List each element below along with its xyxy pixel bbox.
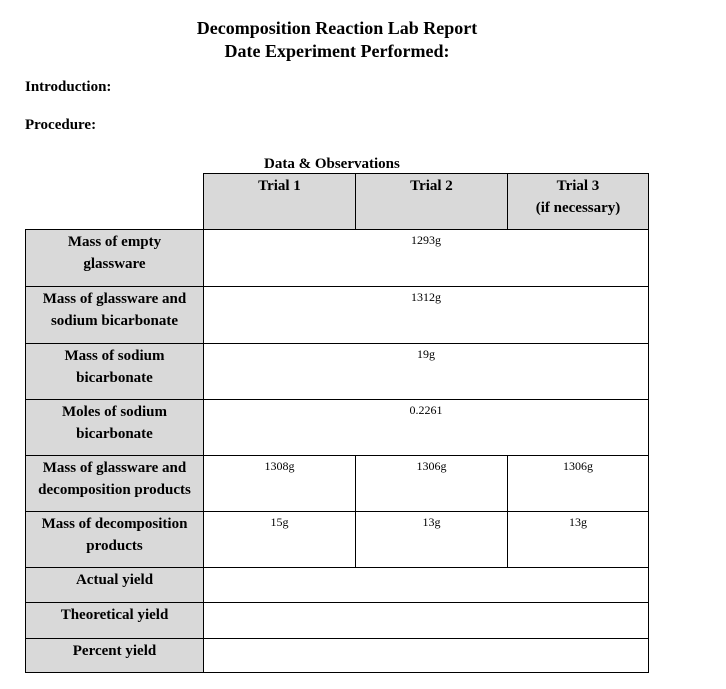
column-header-trial-2 — [355, 173, 508, 230]
value-mass-sodium-bicarbonate: 19g — [203, 343, 649, 400]
row-label-line: Mass of sodium — [64, 348, 165, 364]
row-label-line: decomposition products — [38, 482, 191, 498]
row-label-line: products — [86, 538, 143, 554]
row-label-mass-decomposition-products — [25, 511, 204, 568]
value-mass-glassware-bicarbonate: 1312g — [203, 286, 649, 344]
value-percent-yield — [203, 638, 649, 673]
row-label-line: sodium bicarbonate — [50, 313, 179, 329]
row-label-mass-glassware-bicarbonate — [25, 286, 204, 344]
row-label-line: Percent yield — [72, 643, 157, 659]
row-label-mass-sodium-bicarbonate — [25, 343, 204, 400]
row-label-actual-yield — [25, 567, 204, 603]
row-label-line: bicarbonate — [76, 426, 153, 442]
row-label-theoretical-yield — [25, 602, 204, 639]
value-moles-sodium-bicarbonate: 0.2261 — [203, 399, 649, 456]
value-theoretical-yield — [203, 602, 649, 639]
column-header-trial-1 — [203, 173, 356, 230]
row-label-moles-sodium-bicarbonate — [25, 399, 204, 456]
value-decomposition-products-trial-3: 13g — [507, 511, 649, 568]
row-label-line: Mass of decomposition — [41, 516, 188, 532]
value-mass-empty-glassware: 1293g — [203, 229, 649, 287]
row-label-line: Theoretical yield — [60, 607, 169, 623]
row-label-line: Mass of glassware and — [42, 291, 187, 307]
column-header-text: Trial 1 — [258, 178, 301, 194]
row-label-line: Mass of glassware and — [42, 460, 187, 476]
value-decomposition-products-trial-2: 13g — [355, 511, 508, 568]
row-label-line: Moles of sodium — [62, 404, 167, 420]
value-actual-yield — [203, 567, 649, 603]
procedure-label: Procedure: — [25, 117, 97, 133]
row-label-line: Mass of empty — [67, 234, 162, 250]
introduction-label: Introduction: — [25, 79, 112, 95]
report-title: Decomposition Reaction Lab Report — [196, 18, 478, 38]
value-glassware-products-trial-2: 1306g — [355, 455, 508, 512]
column-header-text: Trial 3 — [556, 178, 600, 194]
row-label-mass-glassware-products — [25, 455, 204, 512]
row-label-percent-yield — [25, 638, 204, 673]
value-glassware-products-trial-1: 1308g — [203, 455, 356, 512]
value-glassware-products-trial-3: 1306g — [507, 455, 649, 512]
column-header-text: Trial 2 — [410, 178, 453, 194]
column-header-subtext: (if necessary) — [535, 200, 621, 216]
date-label: Date Experiment Performed: — [224, 41, 450, 61]
row-label-line: bicarbonate — [76, 370, 153, 386]
row-label-mass-empty-glassware — [25, 229, 204, 287]
row-label-line: Actual yield — [75, 572, 154, 588]
value-decomposition-products-trial-1: 15g — [203, 511, 356, 568]
table-caption: Data & Observations — [264, 156, 400, 172]
row-label-line: glassware — [83, 256, 146, 272]
column-header-trial-3 — [507, 173, 649, 230]
